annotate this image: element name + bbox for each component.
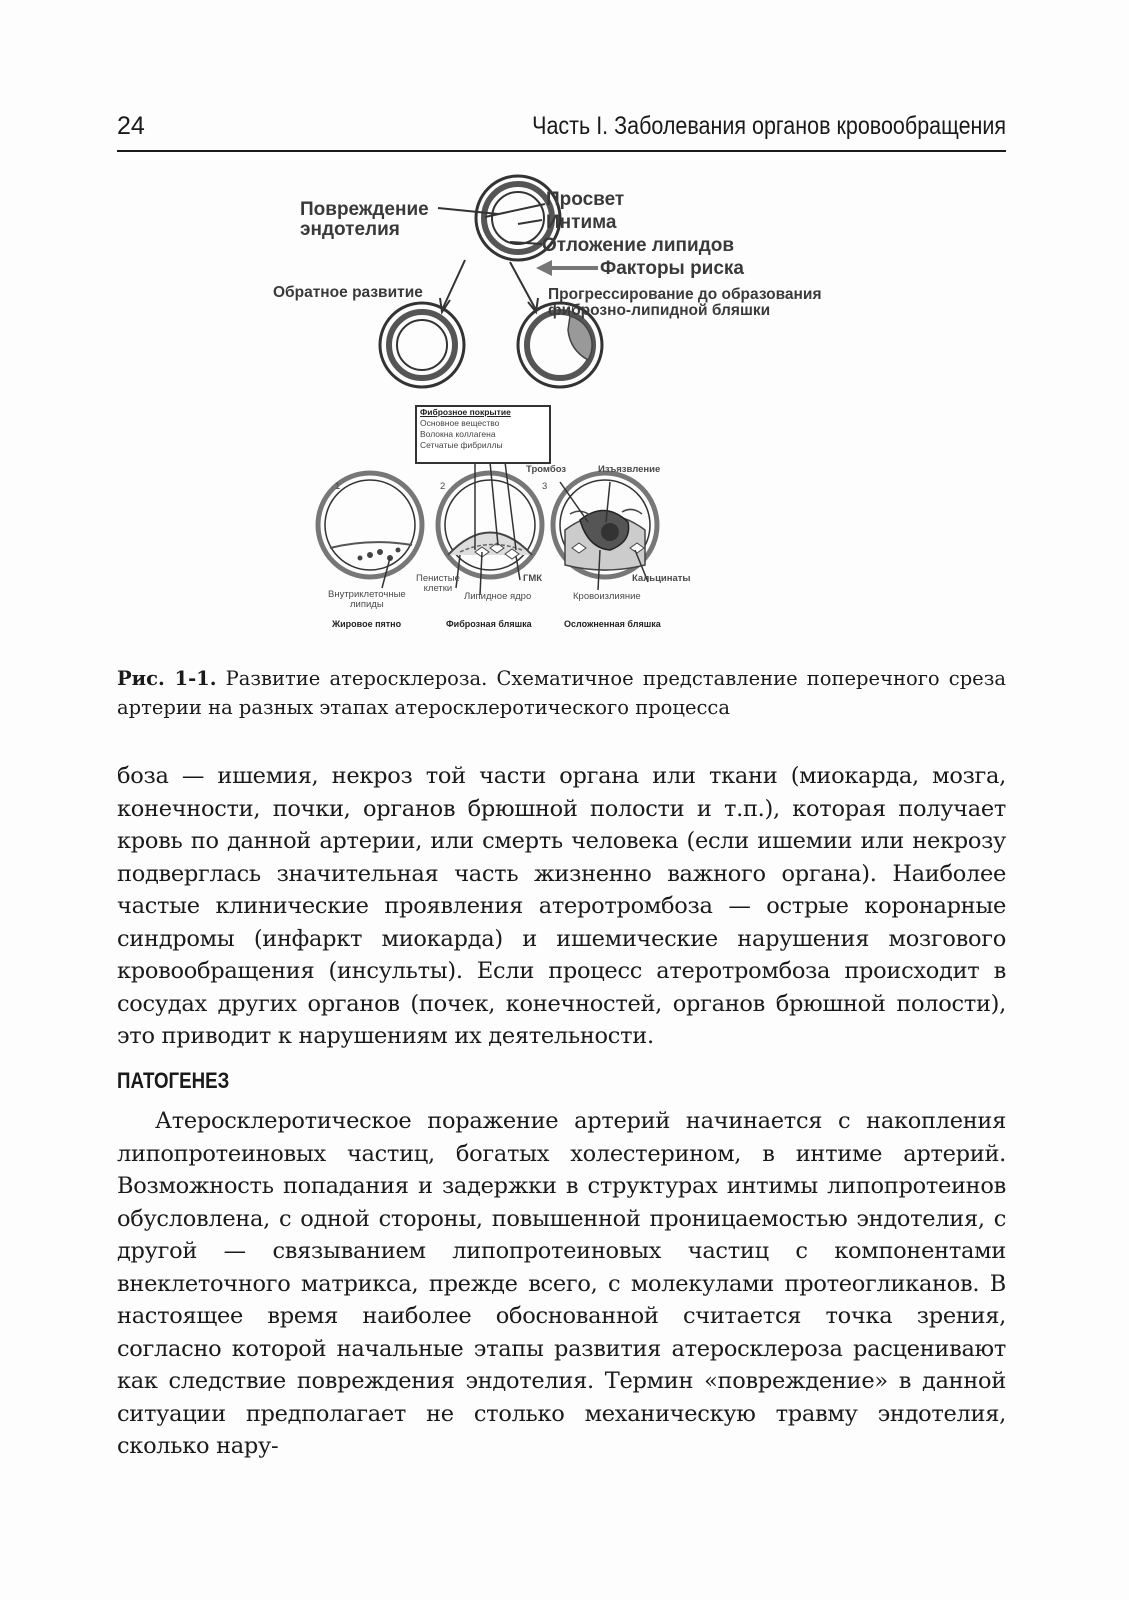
caption-text: Развитие атеросклероза. Схематичное представление поперечного среза артерии на разных этапах атеросклеротического процесса [117,667,1006,719]
section-heading: ПАТОГЕНЕЗ [117,1068,230,1093]
caption-label: Рис. 1-1. [117,667,217,690]
label-intracellular-lipids: Внутриклеточные липиды [328,589,406,610]
regression-artery-wall [389,312,455,378]
regression-artery-lumen [397,320,447,370]
label-progression: Прогрессирование до образования фиброзно-липидной бляшки [548,286,822,320]
label-complicated-plaque: Осложненная бляшка [564,619,661,629]
label-foam-cells: Пенистые клетки [416,573,460,594]
label-ulceration: Изъязвление [598,464,661,475]
label-lumen: Просвет [546,189,625,210]
fibrous-cap-item: Волокна коллагена [420,429,496,439]
stage2-artery [438,473,542,577]
running-head [117,110,1006,152]
label-hemorrhage: Кровоизлияние [573,591,641,602]
label-smc: ГМК [523,573,543,584]
page-number: 24 [117,112,145,140]
top-artery-lumen [492,192,544,244]
stage1-artery [318,473,422,577]
label-risk-factors: Факторы риска [600,258,744,279]
label-endothelial-damage: Повреждение эндотелия [300,199,429,240]
plaque-shape [568,316,592,360]
label-stage-3: 3 [542,481,548,492]
paragraph: Атеросклеротическое поражение артерий начинается с накопления липопротеиновых частиц, богатых холестерином, в интиме артерий. Возможность попадания и задержки в структурах интимы липопротеинов обусловлена, с одной стороны, повышенной проницаемостью эндотелия, с другой — связыванием липопротеиновых частиц с компонентами внеклеточного матрикса, прежде всего, с молекулами протеогликанов. В настоящее время наиболее обоснованной считается точка зрения, согласно которой начальные этапы развития атеросклероза расценивают как следствие повреждения эндотелия. Термин «повреждение» в данной ситуации предполагает не столько механическую травму эндотелия, сколько нару- [117,1108,1006,1459]
paragraph: боза — ишемия, некроз той части органа или ткани (миокарда, мозга, конечности, почки, органов брюшной полости и т.п.), которая получает кровь по данной артерии, или смерть человека (если ишемии или некрозу подверглась значительная часть жизненно важного органа). Наиболее частые клинические проявления атеротромбоза — острые коронарные синдромы (инфаркт миокарда) и ишемические нарушения мозгового кровообращения (инсульты). Если процесс атеротромбоза происходит в сосудах других органов (почек, конечностей, органов брюшной полости), это приводит к нарушениям их деятельности. [117,763,1006,1049]
fibrous-cap-item: Основное вещество [420,418,500,428]
fibrous-cap-title: Фиброзное покрытие [420,407,511,417]
label-regression: Обратное развитие [273,284,423,301]
label-lipid-core: Липидное ядро [464,591,532,602]
figure-caption [117,664,1006,722]
fibrous-cap-box [415,405,551,464]
label-intima: Интима [546,212,617,233]
label-thrombosis: Тромбоз [526,464,567,475]
section-title: Часть I. Заболевания органов кровообращения [532,112,1006,140]
label-calcinates: Кальцинаты [632,573,691,584]
regression-artery-outer [380,303,464,387]
label-stage-1: 1 [335,481,341,492]
atherosclerosis-figure [270,170,880,660]
fibrous-cap-item: Сетчатые фибриллы [420,440,503,450]
label-stage-2: 2 [440,481,446,492]
label-lipid-deposit: Отложение липидов [542,235,735,256]
label-fatty-streak: Жировое пятно [332,619,402,629]
label-fibrous-plaque: Фиброзная бляшка [446,619,532,629]
